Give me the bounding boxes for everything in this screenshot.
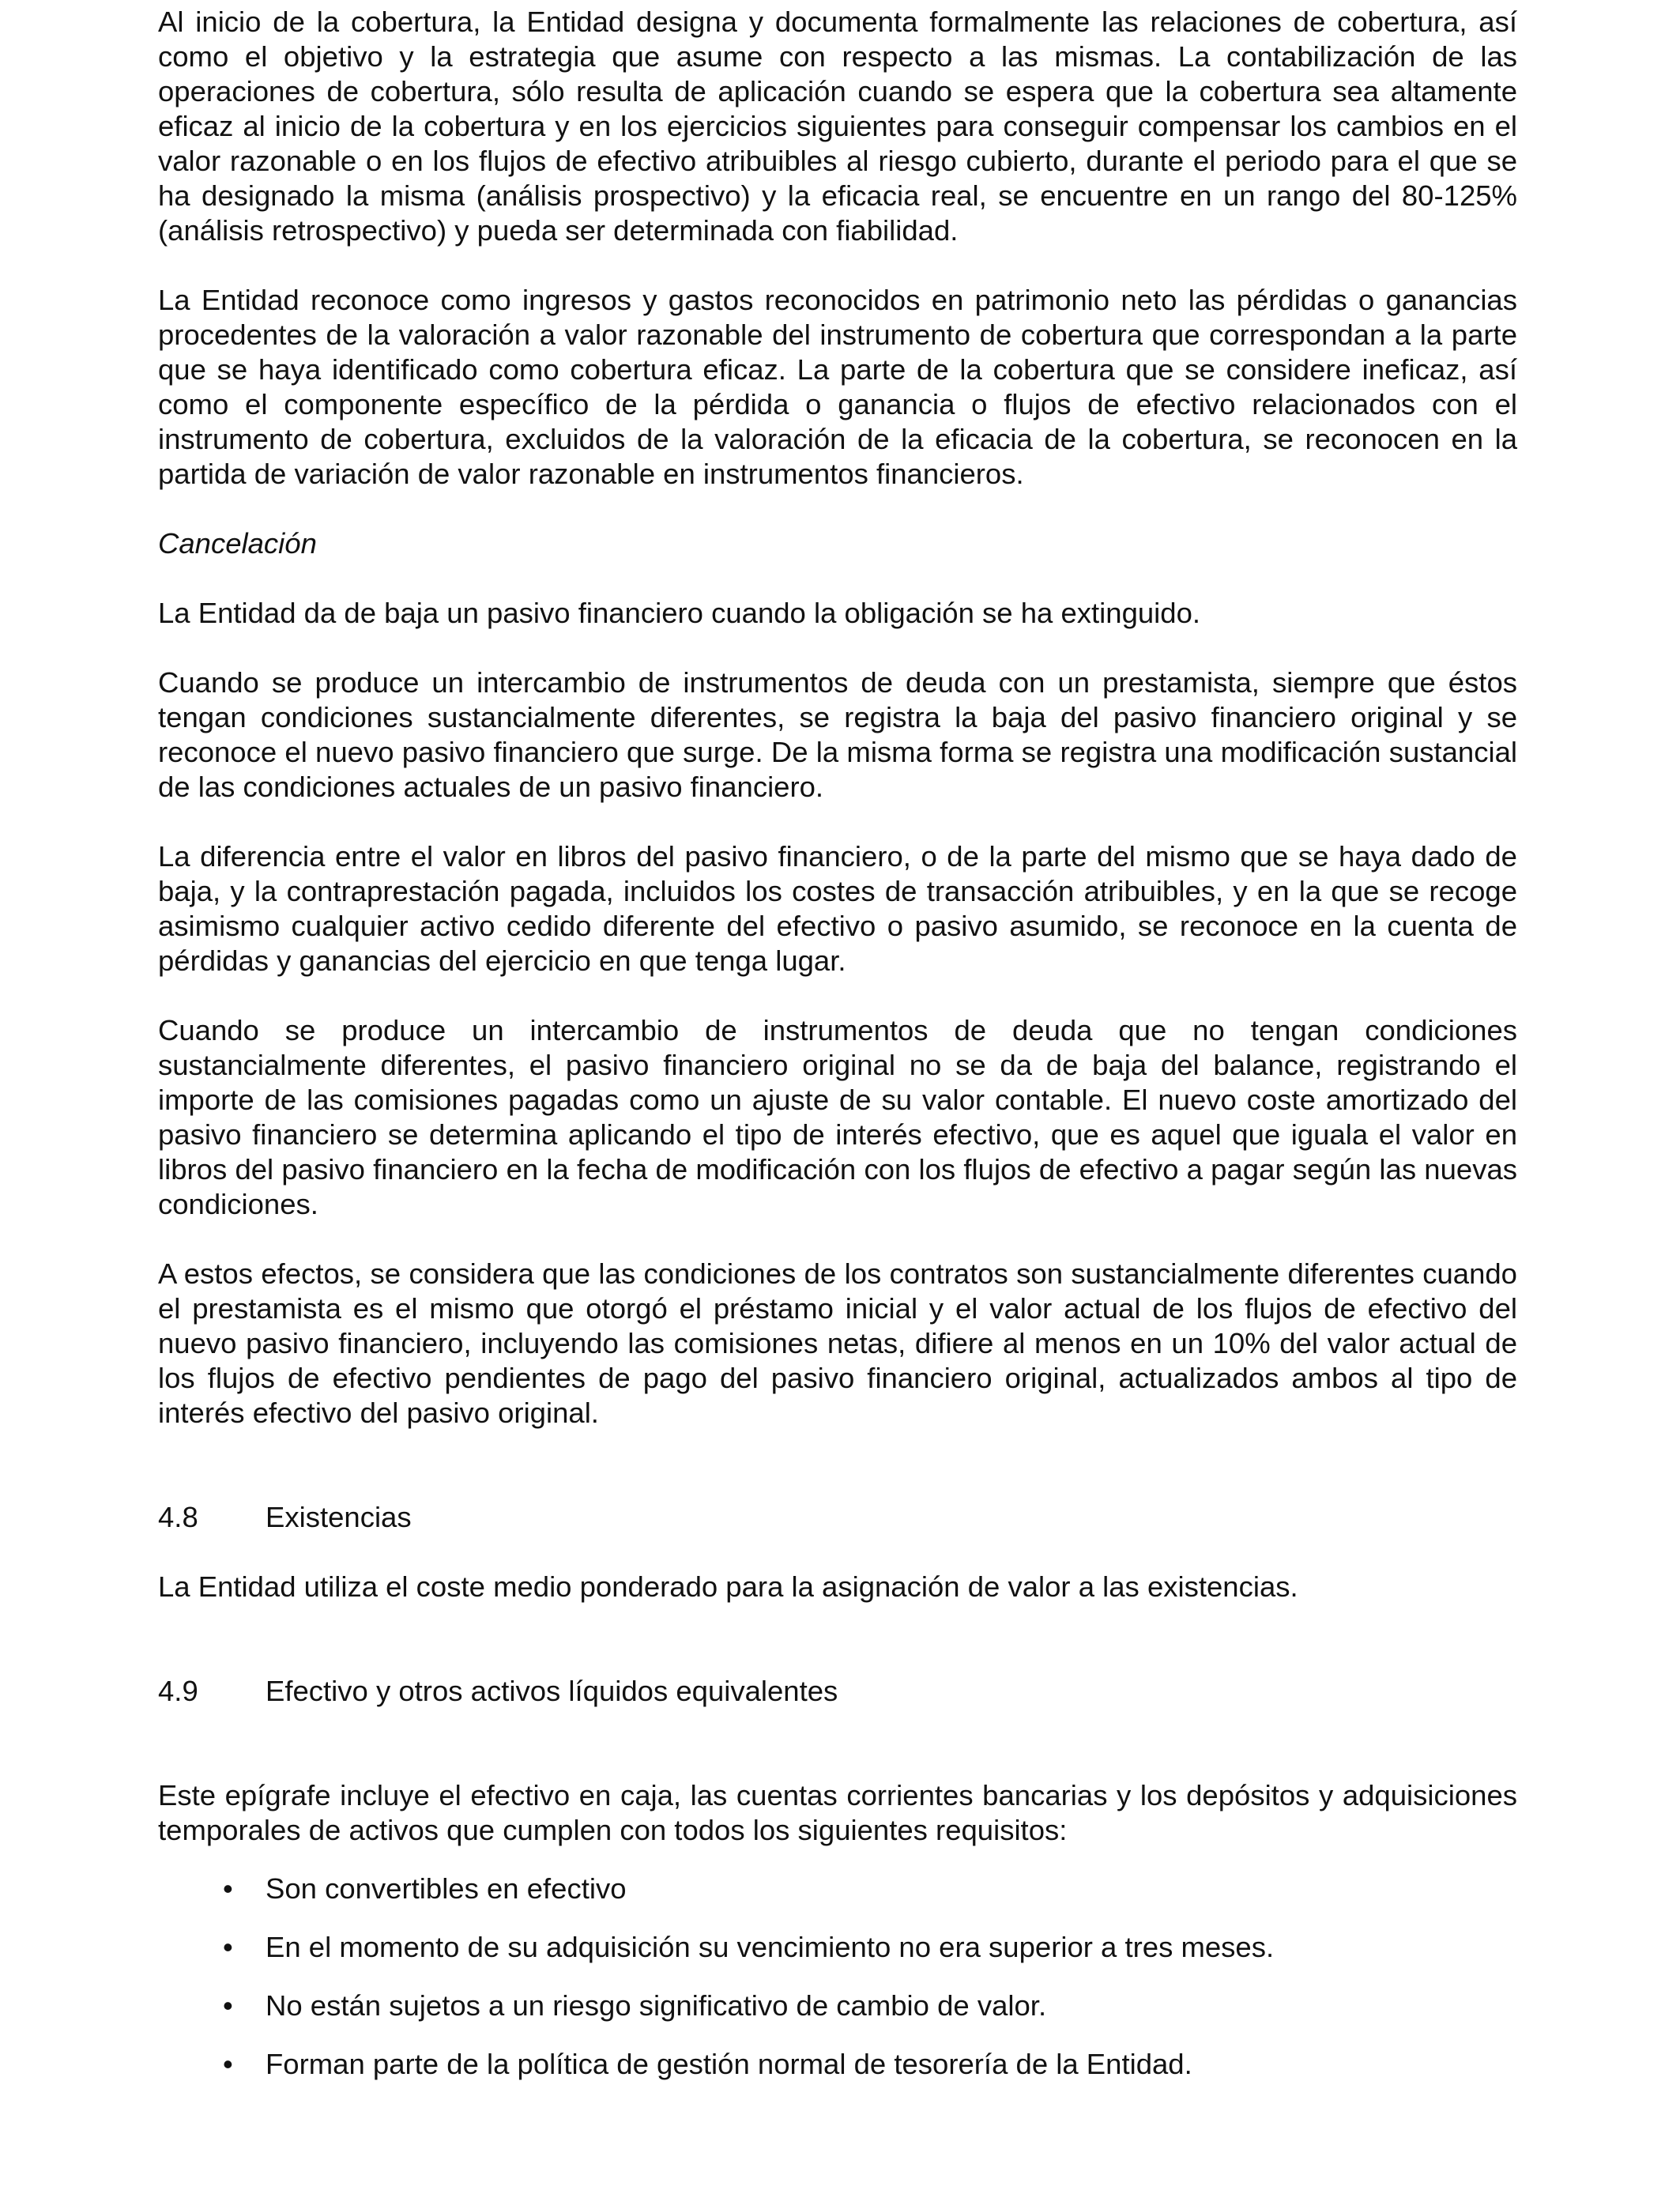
document-page xyxy=(158,5,1517,2105)
paragraph-cancelacion-4: Cuando se produce un intercambio de instrumentos de deuda que no tengan condiciones sustancialmente diferentes, el pasivo financiero original no se da de baja del balance, registrando el importe de las comisiones pagadas como un ajuste de su valor contable. El nuevo coste amortizado del pasivo financiero se determina aplicando el tipo de interés efectivo, que es aquel que iguala el valor en libros del pasivo financiero en la fecha de modificación con los flujos de efectivo a pagar según las nuevas condiciones. xyxy=(158,1014,1517,1220)
section-heading-4-9 xyxy=(158,1674,1517,1709)
list-item-text: No están sujetos a un riesgo significativo de cambio de valor. xyxy=(266,1989,1047,2022)
subheading-cancelacion: Cancelación xyxy=(158,527,317,560)
list-item-text: En el momento de su adquisición su vencimiento no era superior a tres meses. xyxy=(266,1931,1275,1963)
bullet-icon: • xyxy=(223,2048,233,2080)
bullet-icon: • xyxy=(223,1872,233,1905)
section-number: 4.9 xyxy=(158,1675,198,1707)
section-heading-4-8 xyxy=(158,1500,1517,1535)
list-item xyxy=(158,1989,1517,2023)
list-item xyxy=(158,1930,1517,1965)
paragraph-cancelacion-3: La diferencia entre el valor en libros del pasivo financiero, o de la parte del mismo que se haya dado de baja, y la contraprestación pagada, incluidos los costes de transacción atribuibles, y en la que se recoge asimismo cualquier activo cedido diferente del efectivo o pasivo asumido, se reconoce en la cuenta de pérdidas y ganancias del ejercicio en que tenga lugar. xyxy=(158,840,1517,977)
paragraph-cancelacion-2: Cuando se produce un intercambio de instrumentos de deuda con un prestamista, siempre que éstos tengan condiciones sustancialmente diferentes, se registra la baja del pasivo financiero original y se reconoce el nuevo pasivo financiero que surge. De la misma forma se registra una modificación sustancial de las condiciones actuales de un pasivo financiero. xyxy=(158,666,1517,803)
bullet-icon: • xyxy=(223,1989,233,2022)
paragraph-cancelacion-5: A estos efectos, se considera que las condiciones de los contratos son sustancialmente diferentes cuando el prestamista es el mismo que otorgó el préstamo inicial y el valor actual de los flujos de efectivo del nuevo pasivo financiero, incluyendo las comisiones netas, difiere al menos en un 10% del valor actual de los flujos de efectivo pendientes de pago del pasivo financiero original, actualizados ambos al tipo de interés efectivo del pasivo original. xyxy=(158,1257,1517,1429)
section-title: Efectivo y otros activos líquidos equivalentes xyxy=(266,1675,838,1707)
paragraph-hedge-recognition: La Entidad reconoce como ingresos y gastos reconocidos en patrimonio neto las pérdidas o ganancias procedentes de la valoración a valor razonable del instrumento de cobertura que correspondan a la parte que se haya identificado como cobertura eficaz. La parte de la cobertura que se considere ineficaz, así como el componente específico de la pérdida o ganancia o flujos de efectivo relacionados con el instrumento de cobertura, excluidos de la valoración de la eficacia de la cobertura, se reconocen en la partida de variación de valor razonable en instrumentos financieros. xyxy=(158,284,1517,490)
section-title: Existencias xyxy=(266,1501,412,1533)
paragraph-hedge-designation: Al inicio de la cobertura, la Entidad designa y documenta formalmente las relaciones de cobertura, así como el objetivo y la estrategia que asume con respecto a las mismas. La contabilización de las operaciones de cobertura, sólo resulta de aplicación cuando se espera que la cobertura sea altamente eficaz al inicio de la cobertura y en los ejercicios siguientes para conseguir compensar los cambios en el valor razonable o en los flujos de efectivo atribuibles al riesgo cubierto, durante el periodo para el que se ha designado la misma (análisis prospectivo) y la eficacia real, se encuentre en un rango del 80-125% (análisis retrospectivo) y pueda ser determinada con fiabilidad. xyxy=(158,6,1517,247)
requirements-list xyxy=(158,1872,1517,2082)
section-number: 4.8 xyxy=(158,1501,198,1533)
list-item xyxy=(158,2047,1517,2082)
list-item-text: Son convertibles en efectivo xyxy=(266,1872,627,1905)
list-item xyxy=(158,1872,1517,1906)
bullet-icon: • xyxy=(223,1931,233,1963)
paragraph-cancelacion-1: La Entidad da de baja un pasivo financiero cuando la obligación se ha extinguido. xyxy=(158,597,1201,629)
paragraph-existencias: La Entidad utiliza el coste medio ponderado para la asignación de valor a las existencias. xyxy=(158,1570,1298,1603)
paragraph-efectivo: Este epígrafe incluye el efectivo en caja, las cuentas corrientes bancarias y los depósitos y adquisiciones temporales de activos que cumplen con todos los siguientes requisitos: xyxy=(158,1779,1517,1846)
list-item-text: Forman parte de la política de gestión normal de tesorería de la Entidad. xyxy=(266,2048,1192,2080)
